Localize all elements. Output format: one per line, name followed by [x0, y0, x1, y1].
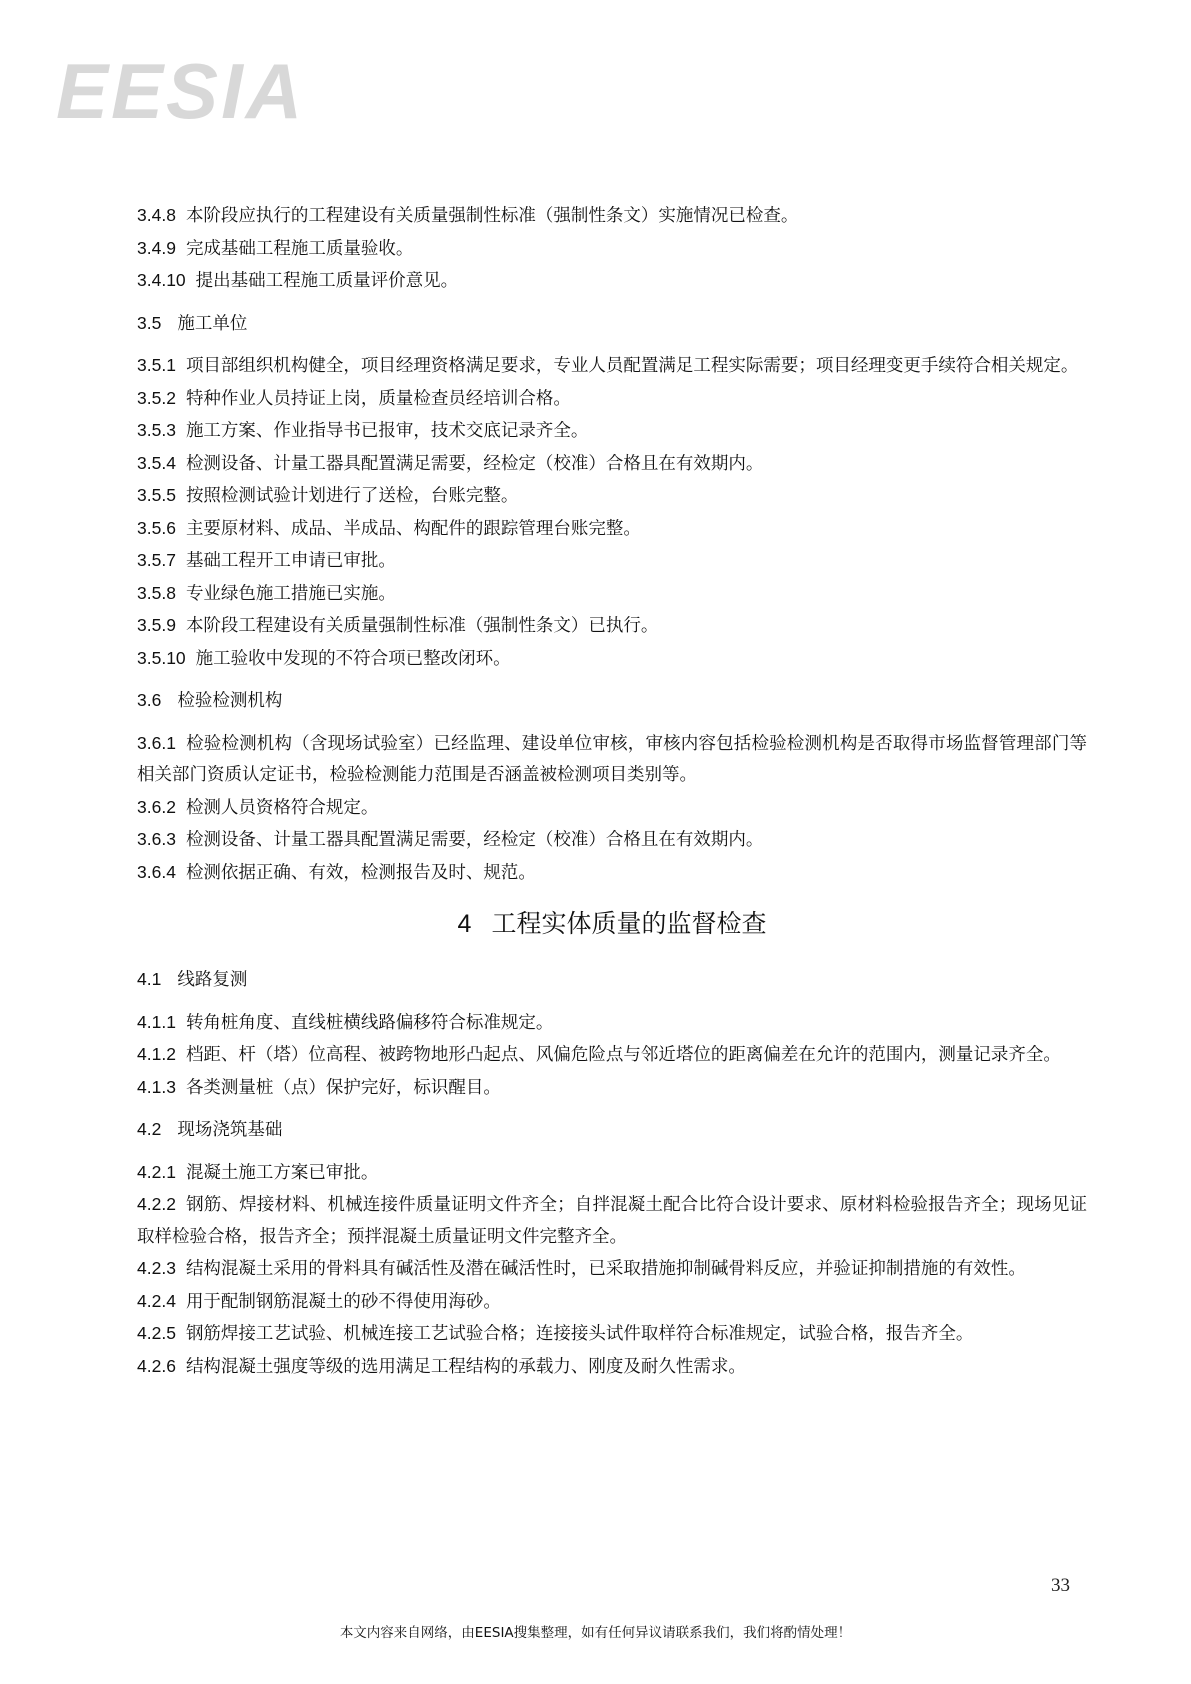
- clause-number: 3.6.2: [137, 796, 176, 817]
- clause-4-1-3: [137, 1072, 1087, 1105]
- clause-3-5-9: [137, 610, 1087, 643]
- clause-3-5-5: [137, 480, 1087, 513]
- clause-text: 项目部组织机构健全，项目经理资格满足要求，专业人员配置满足工程实际需要；项目经理变更手续符合相关规定。: [185, 356, 1079, 376]
- clause-3-4-9: [137, 233, 1087, 266]
- clause-text: 本阶段应执行的工程建设有关质量强制性标准（强制性条文）实施情况已检查。: [185, 206, 799, 226]
- section-title: 现场浇筑基础: [177, 1120, 283, 1140]
- clause-3-5-4: [137, 448, 1087, 481]
- clause-number: 4.2.6: [137, 1355, 176, 1376]
- clause-text: 按照检测试验计划进行了送检，台账完整。: [185, 486, 519, 506]
- clause-3-5-7: [137, 545, 1087, 578]
- clause-3-5-2: [137, 383, 1087, 416]
- clause-text: 检验检测机构（含现场试验室）已经监理、建设单位审核，审核内容包括检验检测机构是否取得市场监督管理部门等相关部门资质认定证书，检验检测能力范围是否涵盖被检测项目类别等。: [137, 733, 1087, 785]
- section-number: 3.5: [137, 312, 162, 333]
- clause-text: 完成基础工程施工质量验收。: [185, 238, 414, 259]
- clause-number: 4.1.1: [137, 1011, 176, 1032]
- clause-text: 各类测量桩（点）保护完好，标识醒目。: [185, 1077, 501, 1098]
- clause-3-6-4: [137, 857, 1087, 890]
- clause-number: 4.2.2: [137, 1194, 176, 1214]
- clause-text: 主要原材料、成品、半成品、构配件的跟踪管理台账完整。: [185, 518, 641, 539]
- clause-text: 钢筋焊接工艺试验、机械连接工艺试验合格；连接接头试件取样符合标准规定，试验合格，报告齐全。: [185, 1324, 974, 1344]
- clause-3-5-3: [137, 415, 1087, 448]
- clause-3-6-1: [137, 728, 1087, 792]
- clause-number: 4.2.3: [137, 1258, 176, 1278]
- clause-number: 4.2.5: [137, 1323, 176, 1343]
- clause-number: 3.5.4: [137, 452, 176, 473]
- clause-number: 4.2.4: [137, 1290, 176, 1311]
- clause-number: 3.5.10: [137, 647, 186, 668]
- clause-text: 结构混凝土强度等级的选用满足工程结构的承载力、刚度及耐久性需求。: [185, 1356, 746, 1377]
- clause-text: 专业绿色施工措施已实施。: [185, 583, 396, 604]
- section-number: 3.6: [137, 690, 162, 710]
- chapter-number: 4: [457, 910, 472, 938]
- clause-text: 提出基础工程施工质量评价意见。: [195, 271, 459, 291]
- clause-4-2-2: [137, 1189, 1087, 1253]
- clause-text: 施工验收中发现的不符合项已整改闭环。: [195, 648, 511, 669]
- section-title: 施工单位: [177, 313, 248, 334]
- clause-text: 结构混凝土采用的骨料具有碱活性及潜在碱活性时，已采取措施抑制碱骨料反应，并验证抑制措施的有效性。: [185, 1259, 1026, 1279]
- clause-4-2-5: [137, 1318, 1087, 1351]
- clause-number: 4.2.1: [137, 1161, 176, 1182]
- clause-text: 施工方案、作业指导书已报审，技术交底记录齐全。: [185, 421, 589, 441]
- clause-3-4-10: [137, 265, 1087, 298]
- clause-text: 钢筋、焊接材料、机械连接件质量证明文件齐全；自拌混凝土配合比符合设计要求、原材料检验报告齐全；现场见证取样检验合格，报告齐全；预拌混凝土质量证明文件完整齐全。: [137, 1195, 1087, 1247]
- clause-number: 3.6.4: [137, 861, 176, 882]
- clause-4-1-2: [137, 1039, 1087, 1072]
- footer-disclaimer: 本文内容来自网络，由EESIA搜集整理，如有任何异议请联系我们，我们将酌情处理！: [339, 1625, 852, 1641]
- clause-number: 3.4.8: [137, 205, 176, 225]
- section-number: 4.1: [137, 969, 162, 989]
- page-number: 33: [1051, 1575, 1070, 1596]
- chapter-heading-4: [137, 904, 1087, 944]
- clause-4-2-6: [137, 1351, 1087, 1384]
- clause-3-5-1: [137, 350, 1087, 383]
- clause-text: 检测人员资格符合规定。: [185, 797, 379, 818]
- clause-4-2-3: [137, 1253, 1087, 1286]
- chapter-title: 工程实体质量的监督检查: [491, 909, 767, 938]
- section-title: 检验检测机构: [177, 691, 283, 711]
- clause-number: 3.5.3: [137, 420, 176, 440]
- section-heading-4-2: [137, 1114, 1087, 1147]
- clause-number: 4.1.3: [137, 1076, 176, 1097]
- clause-4-2-4: [137, 1286, 1087, 1319]
- clause-text: 检测依据正确、有效，检测报告及时、规范。: [185, 862, 536, 883]
- clause-number: 3.5.1: [137, 355, 176, 375]
- clause-3-5-10: [137, 643, 1087, 676]
- clause-text: 基础工程开工申请已审批。: [185, 551, 396, 571]
- clause-3-6-2: [137, 792, 1087, 825]
- clause-number: 3.5.2: [137, 387, 176, 408]
- clause-number: 3.5.9: [137, 615, 176, 635]
- clause-3-5-8: [137, 578, 1087, 611]
- clause-4-1-1: [137, 1007, 1087, 1040]
- clause-text: 转角桩角度、直线桩横线路偏移符合标准规定。: [185, 1012, 554, 1033]
- section-heading-3-6: [137, 685, 1087, 718]
- section-heading-3-5: [137, 308, 1087, 341]
- clause-3-5-6: [137, 513, 1087, 546]
- clause-number: 3.5.6: [137, 517, 176, 538]
- clause-text: 检测设备、计量工器具配置满足需要，经检定（校准）合格且在有效期内。: [185, 453, 764, 474]
- clause-4-2-1: [137, 1157, 1087, 1190]
- section-title: 线路复测: [177, 970, 248, 990]
- clause-3-6-3: [137, 824, 1087, 857]
- clause-number: 3.5.8: [137, 582, 176, 603]
- clause-number: 3.4.9: [137, 237, 176, 258]
- section-heading-4-1: [137, 964, 1087, 997]
- clause-number: 4.1.2: [137, 1044, 176, 1064]
- clause-number: 3.5.5: [137, 485, 176, 505]
- clause-number: 3.4.10: [137, 270, 186, 290]
- clause-text: 用于配制钢筋混凝土的砂不得使用海砂。: [185, 1291, 501, 1312]
- eesia-logo: EESIA: [56, 47, 306, 135]
- clause-text: 档距、杆（塔）位高程、被跨物地形凸起点、风偏危险点与邻近塔位的距离偏差在允许的范围内，测量记录齐全。: [185, 1045, 1061, 1065]
- clause-3-4-8: [137, 200, 1087, 233]
- clause-number: 3.6.3: [137, 829, 176, 849]
- clause-text: 特种作业人员持证上岗，质量检查员经培训合格。: [185, 388, 571, 409]
- clause-text: 混凝土施工方案已审批。: [185, 1162, 379, 1183]
- clause-text: 本阶段工程建设有关质量强制性标准（强制性条文）已执行。: [185, 616, 659, 636]
- clause-number: 3.6.1: [137, 732, 176, 753]
- document-body: [137, 200, 1087, 1383]
- clause-number: 3.5.7: [137, 550, 176, 570]
- clause-text: 检测设备、计量工器具配置满足需要，经检定（校准）合格且在有效期内。: [185, 830, 764, 850]
- section-number: 4.2: [137, 1119, 162, 1139]
